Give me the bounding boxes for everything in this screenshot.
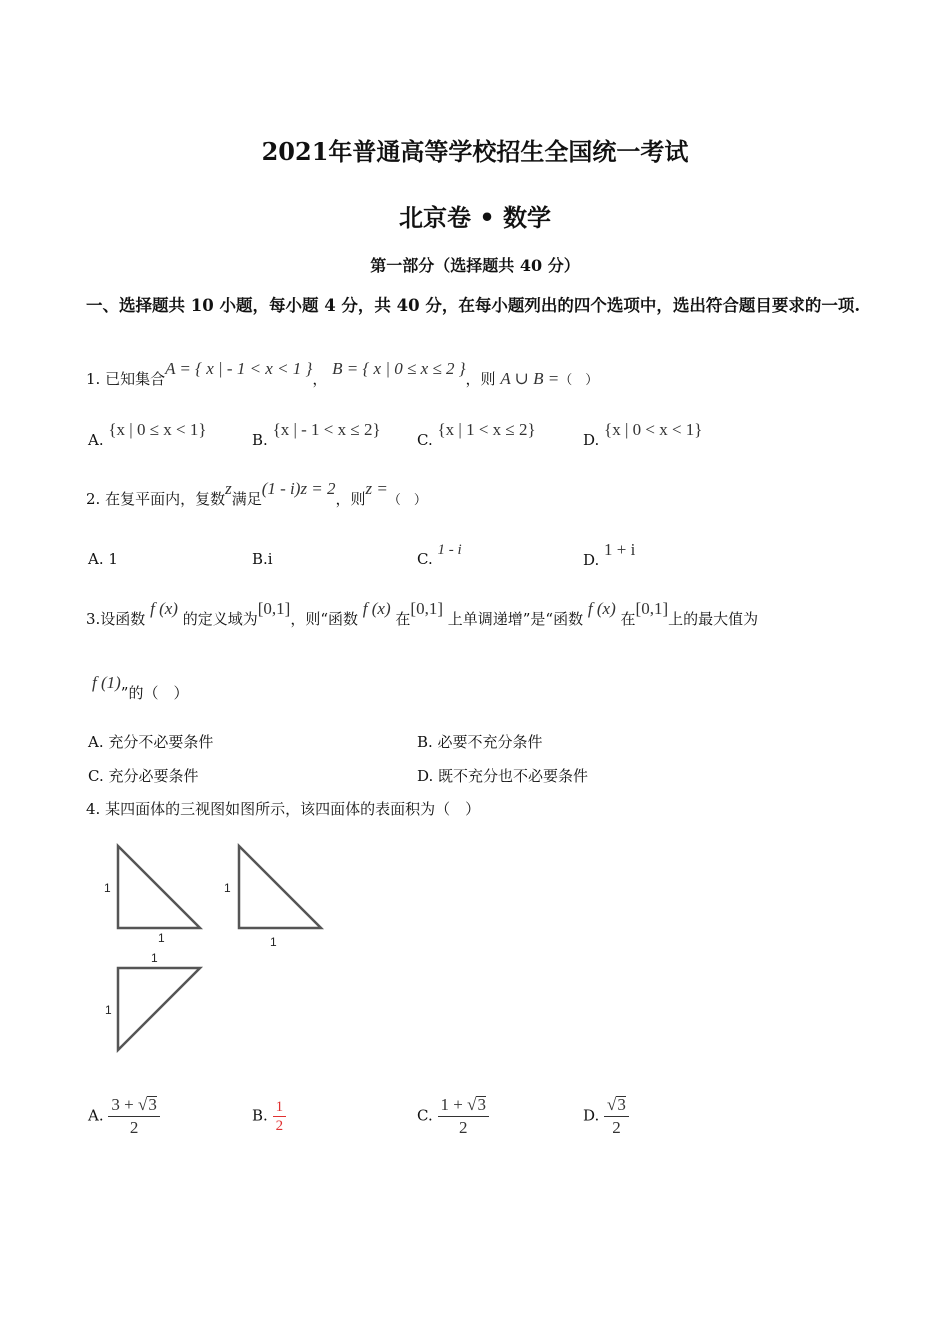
- top-view: [118, 968, 200, 1050]
- q3-option-b[interactable]: B. 必要不充分条件: [417, 733, 543, 751]
- q1-prefix: 1. 已知集合: [86, 370, 166, 388]
- q1-option-b[interactable]: B. {x | - 1 < x ≤ 2}: [252, 420, 381, 449]
- q2-prefix: 2. 在复平面内，复数: [86, 490, 226, 508]
- question-4: 4. 某四面体的三视图如图所示，该四面体的表面积为（ ）: [86, 800, 481, 818]
- q2-paren: （ ）: [387, 493, 427, 508]
- q1-paren: （ ）: [559, 373, 599, 388]
- q1-expr: A ∪ B =: [500, 369, 560, 388]
- q2-option-c[interactable]: C. 1 - i: [417, 542, 462, 568]
- q3-fx: f (x): [150, 599, 178, 618]
- three-view-figure: [96, 838, 336, 1060]
- question-3: 3.设函数 f (x) 的定义域为[0,1]，则“函数 f (x) 在[0,1] 上单调递增”是“函数 f (x) 在[0,1]上的最大值为: [86, 599, 759, 628]
- question-3-cont: f (1)”的（ ）: [92, 673, 189, 702]
- section-instruction: 一、选择题共 10 小题，每小题 4 分，共 40 分，在每小题列出的四个选项中，选出符合题目要求的一项.: [86, 296, 861, 315]
- q1-option-c[interactable]: C. {x | 1 < x ≤ 2}: [417, 420, 536, 449]
- q4-option-a[interactable]: A. $\frac{3 + √3}{2}$: [88, 1094, 160, 1139]
- q1-option-a[interactable]: A. {x | 0 ≤ x < 1}: [88, 420, 207, 449]
- q3-option-c[interactable]: C. 充分必要条件: [88, 767, 199, 785]
- question-1: [86, 359, 599, 389]
- q1-then: ，则: [465, 370, 496, 388]
- q4-option-c[interactable]: C. $\frac{1 + √3}{2}$: [417, 1094, 489, 1139]
- q1-option-d[interactable]: D. {x | 0 < x < 1}: [583, 420, 703, 449]
- front-width-label: 1: [158, 931, 165, 945]
- top-height-label: 1: [105, 1003, 112, 1017]
- q3-option-a[interactable]: A. 充分不必要条件: [88, 733, 214, 751]
- q2-mid: 满足: [231, 490, 262, 508]
- front-view: [118, 846, 200, 928]
- q2-option-a[interactable]: A. 1: [88, 550, 118, 568]
- q1-set-b: B = { x | 0 ≤ x ≤ 2 }: [332, 359, 466, 378]
- q2-expr: z =: [365, 479, 388, 498]
- top-width-label: 1: [151, 951, 158, 965]
- q1-sep: ，: [312, 370, 328, 388]
- q2-z: z: [225, 479, 232, 498]
- q4-option-b[interactable]: B. $\frac{1}{2}$: [252, 1098, 286, 1135]
- q3-option-d[interactable]: D. 既不充分也不必要条件: [417, 767, 589, 785]
- exam-title: 2021年普通高等学校招生全国统一考试: [261, 137, 689, 166]
- q4-option-d[interactable]: D. $\frac{√3}{2}$: [583, 1094, 629, 1139]
- front-height-label: 1: [104, 881, 111, 895]
- q2-option-b[interactable]: B.i: [252, 550, 273, 568]
- q2-then: ，则: [335, 490, 366, 508]
- side-view: [239, 846, 321, 928]
- side-height-label: 1: [224, 881, 231, 895]
- question-2: [86, 479, 427, 509]
- side-width-label: 1: [270, 935, 277, 949]
- q2-eq: (1 - i)z = 2: [261, 479, 336, 498]
- q1-set-a: A = { x | - 1 < x < 1 }: [165, 359, 313, 378]
- q2-option-d[interactable]: D. 1 + i: [583, 540, 636, 569]
- part-heading: 第一部分（选择题共 40 分）: [370, 256, 580, 275]
- exam-subtitle: 北京卷 • 数学: [398, 203, 552, 232]
